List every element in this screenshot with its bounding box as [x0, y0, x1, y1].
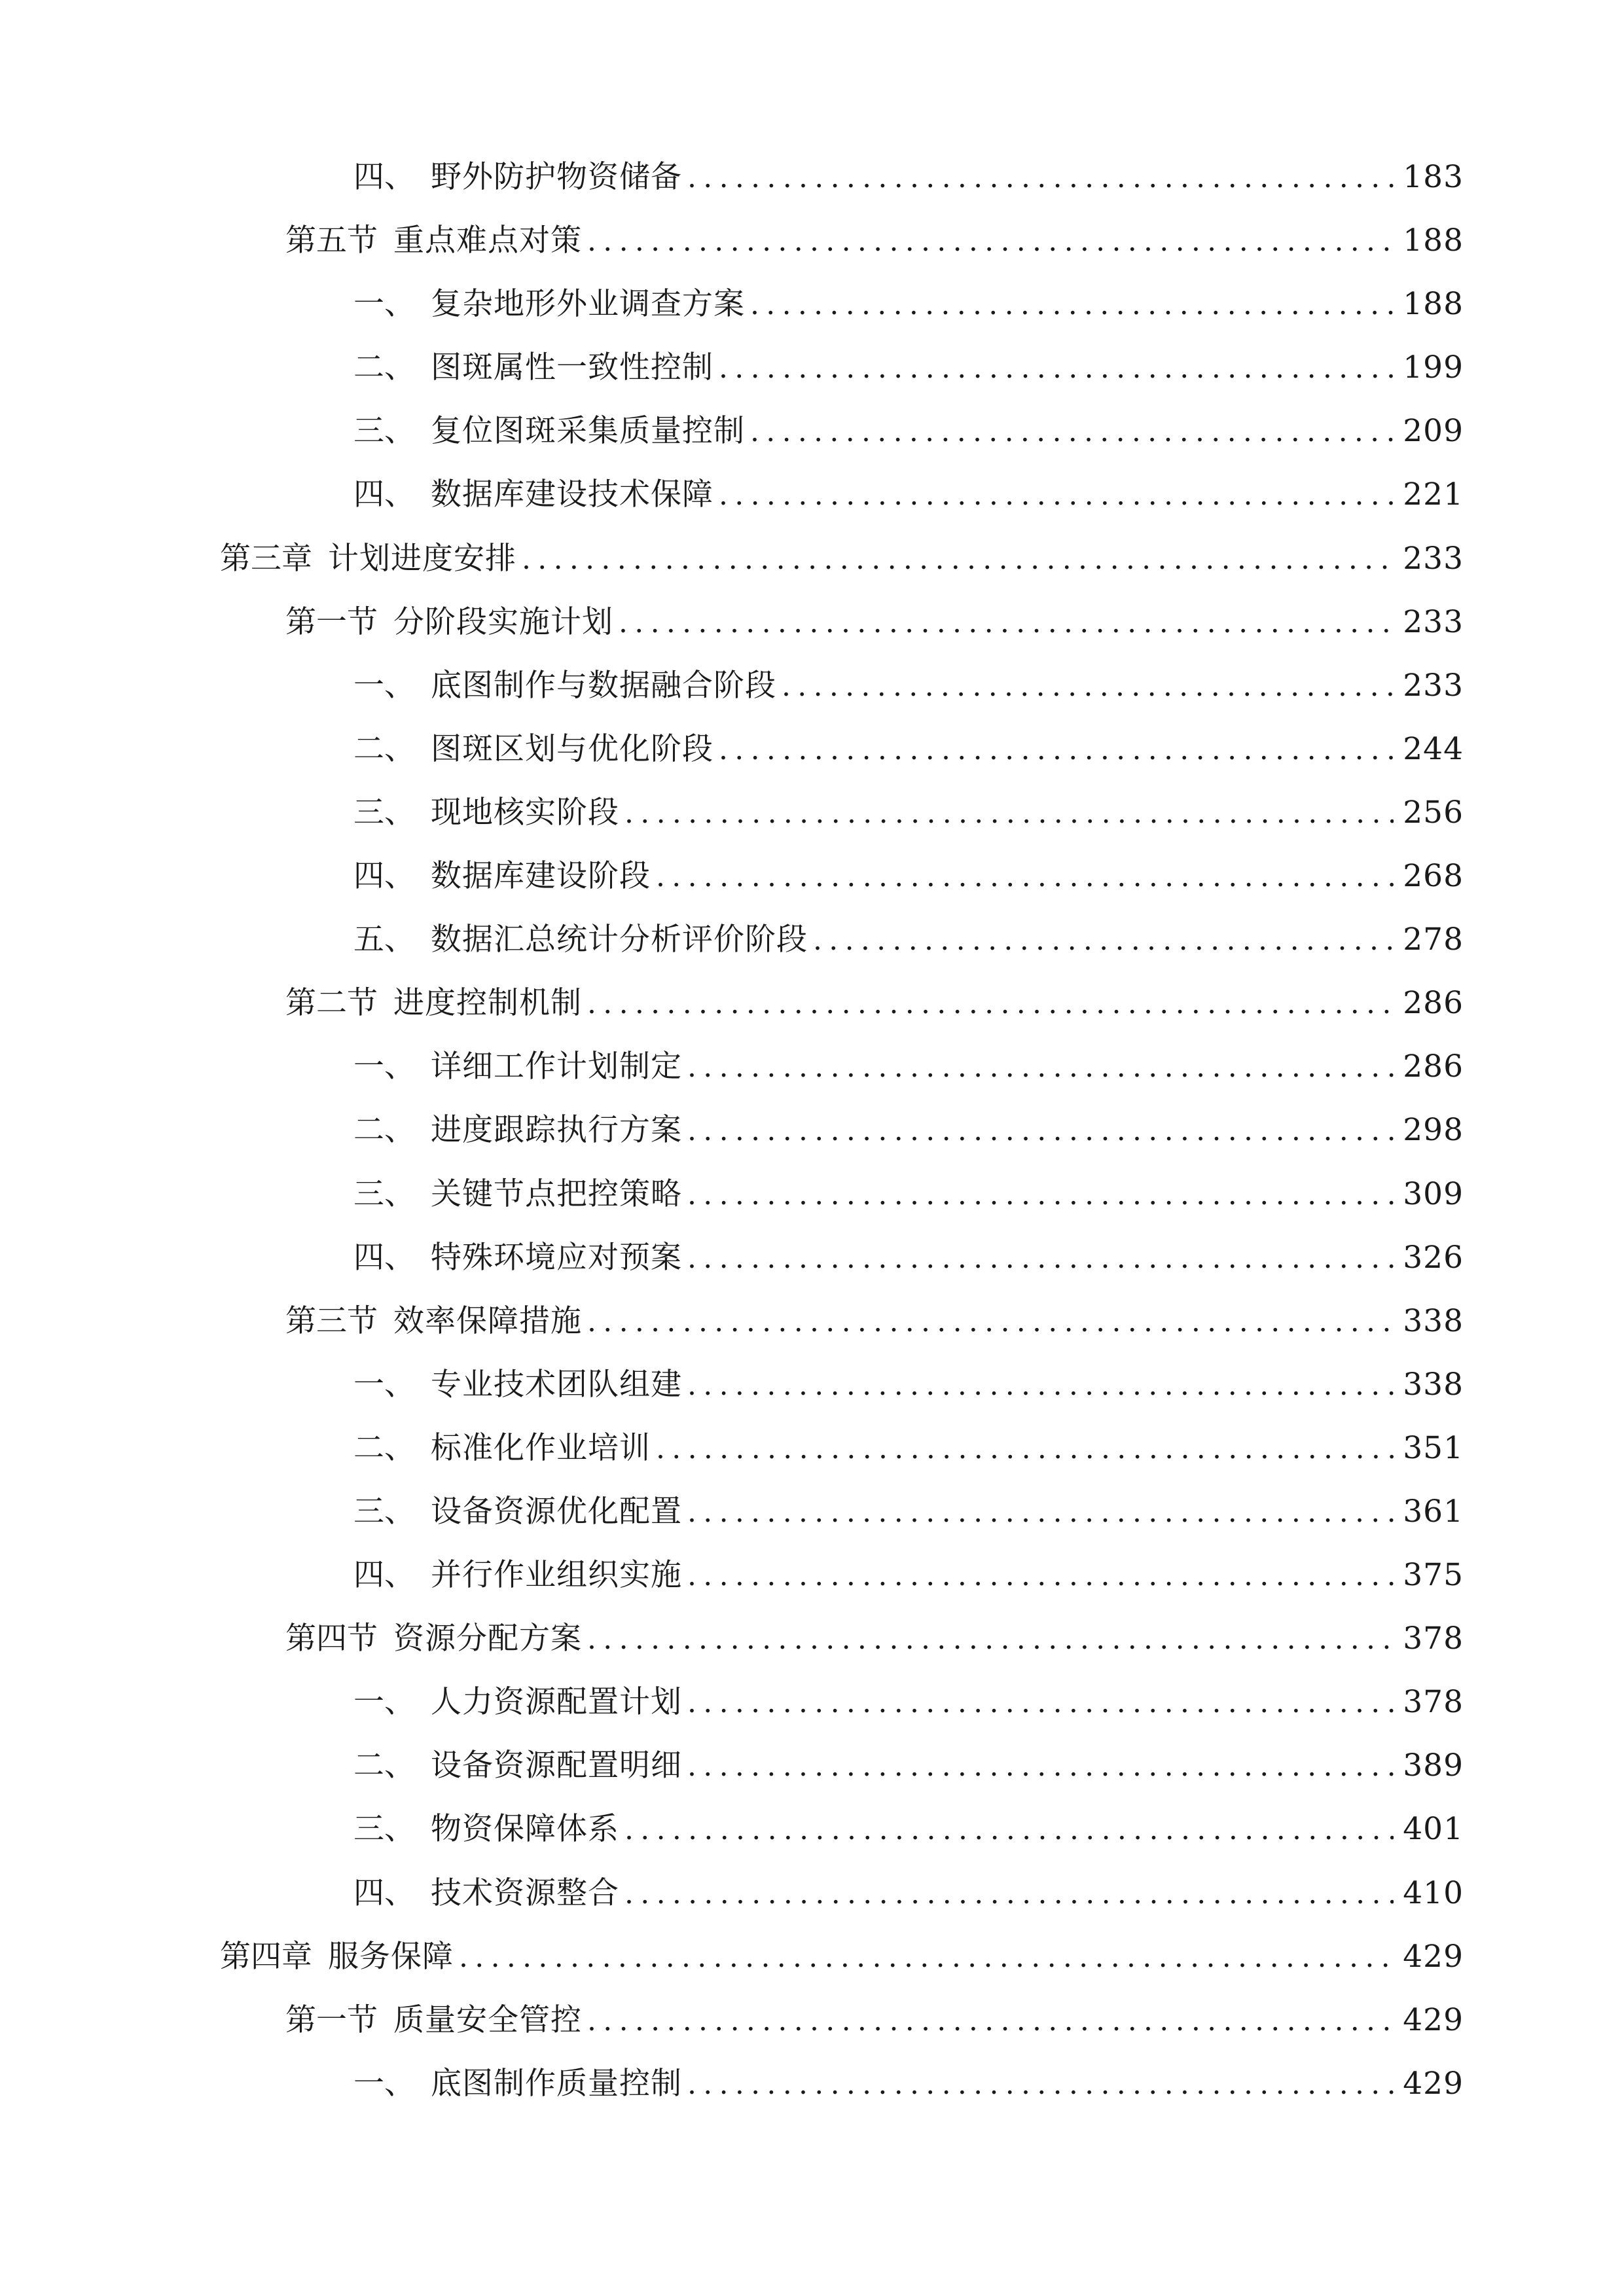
toc-entry-number: 一、	[353, 1366, 415, 1403]
toc-entry-page-number: 429	[1403, 2065, 1464, 2102]
toc-entry[interactable]	[0, 1670, 1624, 1734]
toc-entry-title: 图斑属性一致性控制	[431, 350, 713, 386]
toc-entry-page-number: 298	[1403, 1112, 1464, 1149]
toc-entry[interactable]	[0, 1353, 1624, 1416]
toc-entry-title: 人力资源配置计划	[431, 1684, 682, 1721]
toc-entry[interactable]	[0, 781, 1624, 844]
toc-entry-page-number: 233	[1403, 603, 1464, 640]
toc-dot-leader	[687, 1544, 1394, 1607]
toc-entry-page-number: 378	[1403, 1621, 1464, 1657]
toc-entry-row	[353, 272, 1464, 336]
toc-dot-leader	[687, 1035, 1394, 1099]
toc-entry-row	[285, 209, 1464, 272]
toc-entry-number: 四、	[353, 476, 415, 513]
toc-entry[interactable]	[0, 717, 1624, 781]
toc-entry-number: 一、	[353, 286, 415, 323]
toc-entry[interactable]	[0, 1289, 1624, 1353]
toc-entry-title: 效率保障措施	[393, 1302, 582, 1339]
toc-entry-row	[353, 1734, 1464, 1797]
toc-entry-number: 第四节	[285, 1621, 378, 1657]
toc-entry-page-number: 188	[1403, 286, 1464, 323]
toc-dot-leader	[687, 1480, 1394, 1544]
toc-entry-title: 设备资源优化配置	[431, 1493, 682, 1530]
toc-dot-leader	[687, 2053, 1394, 2116]
toc-entry-row	[353, 1353, 1464, 1416]
toc-entry-title: 底图制作质量控制	[431, 2065, 682, 2102]
toc-entry-page-number: 326	[1403, 1239, 1464, 1276]
toc-entry-row	[353, 908, 1464, 971]
toc-entry-page-number: 183	[1403, 159, 1464, 195]
toc-entry[interactable]	[0, 590, 1624, 654]
toc-dot-leader	[719, 336, 1394, 400]
toc-dot-leader	[624, 1862, 1394, 1926]
toc-entry-page-number: 309	[1403, 1175, 1464, 1212]
toc-dot-leader	[587, 972, 1394, 1035]
toc-entry-row	[353, 1861, 1464, 1925]
toc-dot-leader	[687, 1671, 1394, 1734]
toc-dot-leader	[587, 1290, 1394, 1354]
toc-dot-leader	[687, 1227, 1394, 1290]
toc-entry-page-number: 429	[1403, 1938, 1464, 1975]
toc-entry[interactable]	[0, 1797, 1624, 1861]
toc-dot-leader	[687, 1163, 1394, 1227]
toc-entry-row	[353, 1416, 1464, 1480]
toc-entry-title: 特殊环境应对预案	[431, 1239, 682, 1276]
toc-dot-leader	[750, 273, 1394, 336]
toc-dot-leader	[750, 400, 1394, 463]
toc-entry-row	[220, 527, 1464, 590]
toc-entry-page-number: 256	[1403, 794, 1464, 831]
toc-entry-number: 四、	[353, 1557, 415, 1594]
toc-entry-number: 五、	[353, 922, 415, 958]
toc-dot-leader	[587, 1607, 1394, 1671]
toc-entry-row	[220, 1925, 1464, 1988]
toc-entry-number: 第二节	[285, 985, 378, 1022]
toc-entry-title: 野外防护物资储备	[431, 159, 682, 195]
toc-entry-title: 物资保障体系	[431, 1811, 619, 1848]
toc-entry-number: 二、	[353, 1112, 415, 1149]
toc-entry-row	[353, 1543, 1464, 1607]
toc-entry[interactable]	[0, 1607, 1624, 1670]
toc-entry-number: 二、	[353, 1429, 415, 1466]
toc-entry-title: 重点难点对策	[393, 223, 582, 259]
toc-entry-number: 三、	[353, 1175, 415, 1212]
toc-entry-page-number: 199	[1403, 350, 1464, 386]
toc-entry-row	[353, 336, 1464, 399]
toc-entry-row	[353, 1670, 1464, 1734]
toc-dot-leader	[687, 146, 1394, 209]
toc-entry-page-number: 361	[1403, 1493, 1464, 1530]
toc-entry[interactable]	[0, 1925, 1624, 1988]
toc-entry-page-number: 221	[1403, 476, 1464, 513]
toc-entry-number: 第一节	[285, 2001, 378, 2038]
toc-dot-leader	[459, 1926, 1394, 1989]
toc-entry-title: 关键节点把控策略	[431, 1175, 682, 1212]
toc-entry-number: 二、	[353, 730, 415, 767]
toc-entry-page-number: 410	[1403, 1874, 1464, 1911]
toc-entry-title: 质量安全管控	[393, 2001, 582, 2038]
toc-entry[interactable]	[0, 527, 1624, 590]
toc-entry-number: 一、	[353, 1049, 415, 1085]
toc-entry-number: 第四章	[220, 1938, 312, 1975]
toc-entry[interactable]	[0, 844, 1624, 908]
toc-dot-leader	[587, 1989, 1394, 2053]
toc-entry-row	[353, 1797, 1464, 1861]
toc-entry-number: 四、	[353, 858, 415, 895]
toc-entry-page-number: 375	[1403, 1557, 1464, 1594]
toc-entry[interactable]	[0, 336, 1624, 399]
toc-entry-title: 数据库建设技术保障	[431, 476, 713, 513]
toc-entry-title: 图斑区划与优化阶段	[431, 730, 713, 767]
toc-dot-leader	[624, 1798, 1394, 1861]
toc-dot-leader	[656, 1417, 1394, 1480]
toc-entry-number: 第三章	[220, 540, 312, 577]
toc-entry-title: 计划进度安排	[328, 540, 516, 577]
toc-entry-number: 三、	[353, 1493, 415, 1530]
toc-entry-row	[353, 1035, 1464, 1098]
toc-entry-number: 三、	[353, 794, 415, 831]
toc-entry-number: 二、	[353, 350, 415, 386]
toc-entry[interactable]	[0, 399, 1624, 463]
toc-entry-title: 进度控制机制	[393, 985, 582, 1022]
toc-entry-row	[353, 399, 1464, 463]
toc-entry-number: 四、	[353, 1874, 415, 1911]
toc-entry-row	[353, 654, 1464, 717]
toc-entry-row	[353, 463, 1464, 526]
toc-dot-leader	[619, 591, 1394, 655]
toc-entry[interactable]	[0, 209, 1624, 272]
toc-entry-page-number: 233	[1403, 667, 1464, 704]
toc-entry-row	[353, 2052, 1464, 2115]
toc-entry[interactable]	[0, 1480, 1624, 1543]
table-of-contents	[0, 145, 1624, 2115]
toc-entry-page-number: 378	[1403, 1684, 1464, 1721]
toc-entry-number: 四、	[353, 1239, 415, 1276]
toc-entry-page-number: 351	[1403, 1429, 1464, 1466]
toc-entry-number: 二、	[353, 1748, 415, 1784]
toc-entry[interactable]	[0, 1162, 1624, 1226]
toc-entry-page-number: 429	[1403, 2001, 1464, 2038]
toc-entry[interactable]	[0, 145, 1624, 209]
toc-entry-page-number: 278	[1403, 922, 1464, 958]
toc-entry-row	[285, 590, 1464, 654]
toc-entry-page-number: 286	[1403, 1049, 1464, 1085]
toc-entry[interactable]	[0, 1543, 1624, 1607]
toc-entry-title: 并行作业组织实施	[431, 1557, 682, 1594]
toc-entry-page-number: 209	[1403, 413, 1464, 450]
toc-dot-leader	[687, 1354, 1394, 1417]
toc-dot-leader	[782, 655, 1394, 718]
toc-entry[interactable]	[0, 908, 1624, 971]
toc-entry-row	[353, 1098, 1464, 1162]
toc-entry-row	[353, 1480, 1464, 1543]
toc-entry-number: 一、	[353, 2065, 415, 2102]
toc-entry[interactable]	[0, 971, 1624, 1035]
toc-entry-title: 进度跟踪执行方案	[431, 1112, 682, 1149]
toc-entry[interactable]	[0, 1988, 1624, 2052]
toc-entry[interactable]	[0, 654, 1624, 717]
toc-entry-page-number: 338	[1403, 1366, 1464, 1403]
toc-entry-title: 现地核实阶段	[431, 794, 619, 831]
toc-entry-title: 底图制作与数据融合阶段	[431, 667, 776, 704]
toc-dot-leader	[719, 463, 1394, 527]
toc-entry-row	[353, 145, 1464, 209]
toc-entry-row	[285, 1289, 1464, 1353]
toc-entry-title: 分阶段实施计划	[393, 603, 613, 640]
toc-entry[interactable]	[0, 463, 1624, 526]
toc-dot-leader	[813, 908, 1394, 972]
toc-dot-leader	[687, 1734, 1394, 1798]
toc-entry[interactable]	[0, 2052, 1624, 2115]
toc-entry-row	[285, 971, 1464, 1035]
toc-entry[interactable]	[0, 1098, 1624, 1162]
toc-entry-page-number: 389	[1403, 1748, 1464, 1784]
toc-entry-title: 设备资源配置明细	[431, 1748, 682, 1784]
toc-entry-title: 专业技术团队组建	[431, 1366, 682, 1403]
toc-entry[interactable]	[0, 1861, 1624, 1925]
toc-entry[interactable]	[0, 1734, 1624, 1797]
toc-entry-page-number: 268	[1403, 858, 1464, 895]
toc-entry-number: 三、	[353, 1811, 415, 1848]
toc-entry[interactable]	[0, 1416, 1624, 1480]
toc-entry-number: 第三节	[285, 1302, 378, 1339]
toc-entry-row	[353, 781, 1464, 844]
toc-entry-row	[353, 1162, 1464, 1226]
toc-entry[interactable]	[0, 272, 1624, 336]
toc-dot-leader	[587, 209, 1394, 273]
toc-entry-number: 四、	[353, 159, 415, 195]
toc-dot-leader	[522, 528, 1394, 591]
toc-entry-row	[353, 1226, 1464, 1289]
toc-entry-title: 标准化作业培训	[431, 1429, 651, 1466]
toc-entry-row	[285, 1607, 1464, 1670]
toc-entry-title: 复杂地形外业调查方案	[431, 286, 745, 323]
toc-entry-row	[285, 1988, 1464, 2052]
toc-entry-row	[353, 717, 1464, 781]
toc-entry-title: 复位图斑采集质量控制	[431, 413, 745, 450]
toc-entry[interactable]	[0, 1035, 1624, 1098]
toc-entry[interactable]	[0, 1226, 1624, 1289]
toc-entry-title: 详细工作计划制定	[431, 1049, 682, 1085]
toc-entry-title: 服务保障	[328, 1938, 454, 1975]
toc-entry-page-number: 188	[1403, 223, 1464, 259]
toc-dot-leader	[687, 1099, 1394, 1162]
toc-entry-title: 技术资源整合	[431, 1874, 619, 1911]
toc-entry-title: 数据库建设阶段	[431, 858, 651, 895]
toc-entry-number: 三、	[353, 413, 415, 450]
toc-entry-number: 第五节	[285, 223, 378, 259]
toc-entry-number: 第一节	[285, 603, 378, 640]
toc-dot-leader	[719, 718, 1394, 781]
toc-entry-page-number: 286	[1403, 985, 1464, 1022]
toc-entry-number: 一、	[353, 667, 415, 704]
toc-dot-leader	[656, 845, 1394, 908]
toc-entry-row	[353, 844, 1464, 908]
toc-entry-page-number: 244	[1403, 730, 1464, 767]
toc-entry-page-number: 401	[1403, 1811, 1464, 1848]
toc-entry-number: 一、	[353, 1684, 415, 1721]
toc-entry-title: 数据汇总统计分析评价阶段	[431, 922, 808, 958]
toc-entry-page-number: 338	[1403, 1302, 1464, 1339]
toc-entry-page-number: 233	[1403, 540, 1464, 577]
toc-dot-leader	[624, 781, 1394, 845]
toc-entry-title: 资源分配方案	[393, 1621, 582, 1657]
